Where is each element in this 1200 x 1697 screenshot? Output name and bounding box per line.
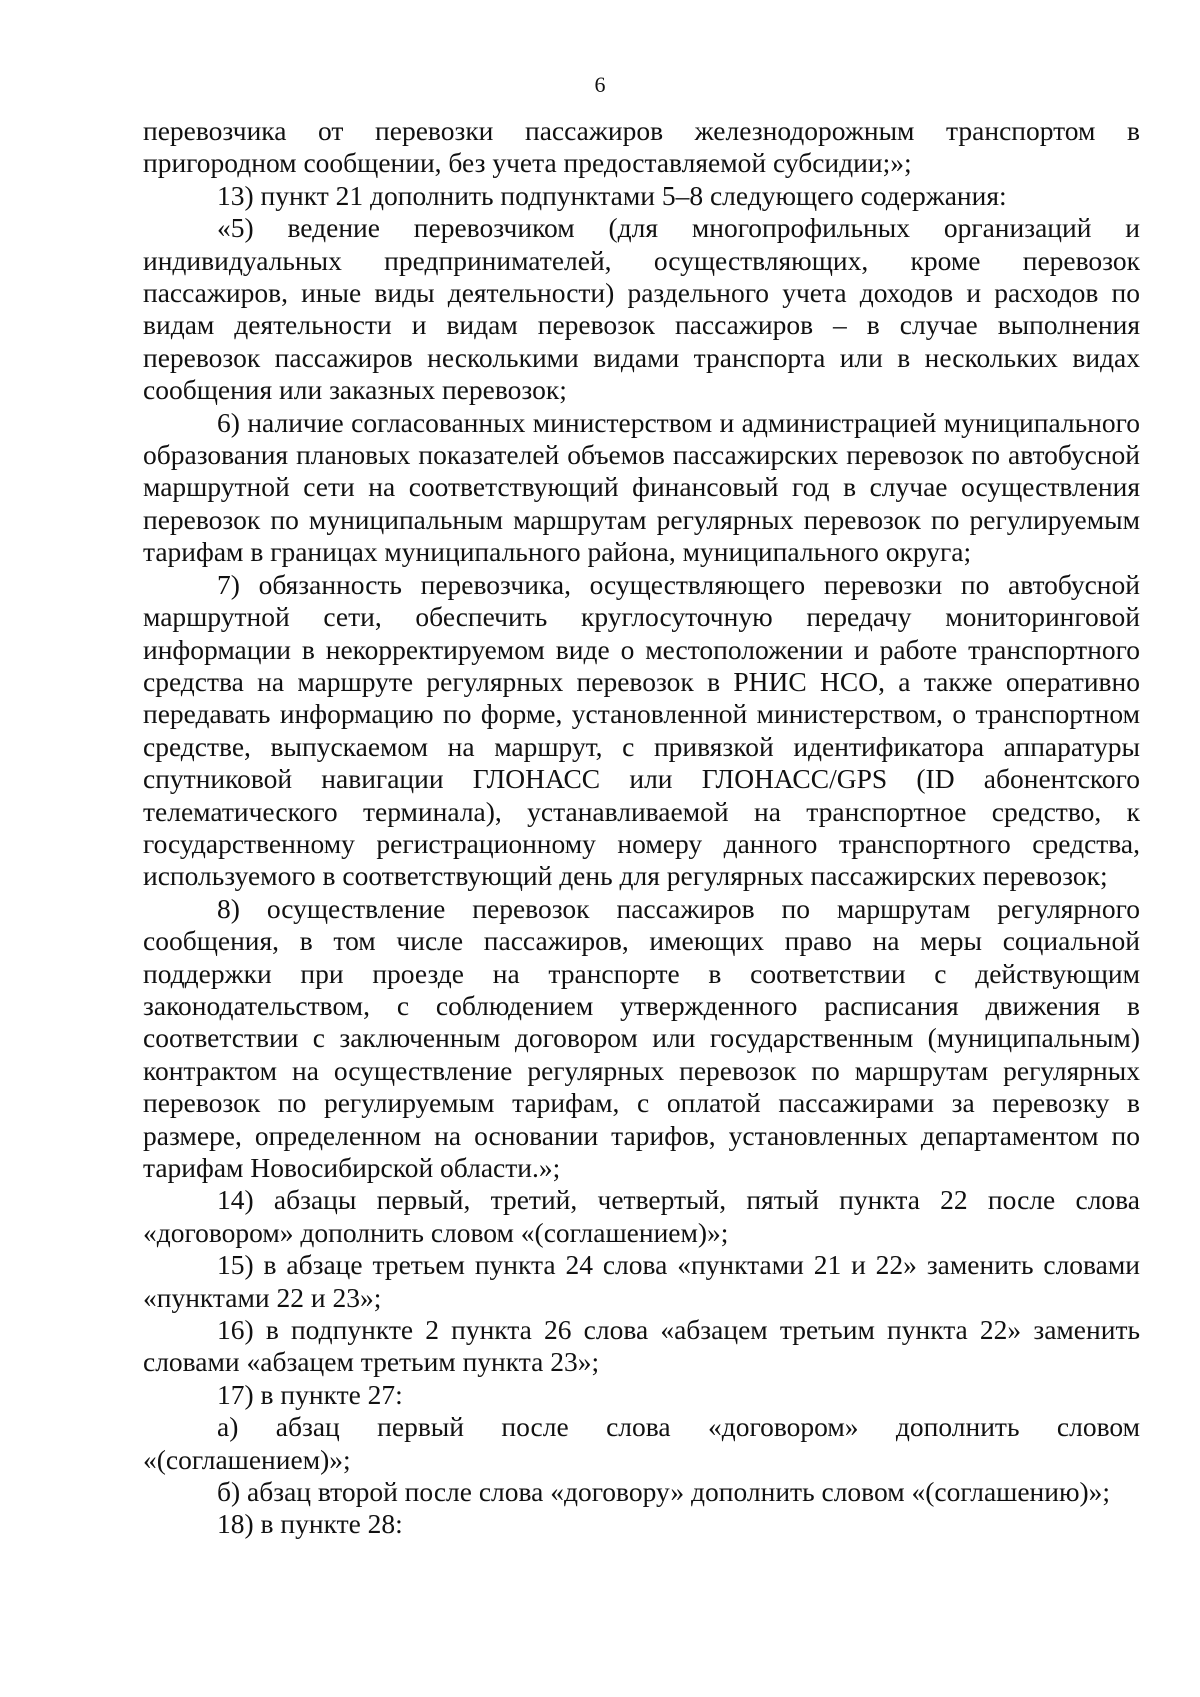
paragraph: 7) обязанность перевозчика, осуществляющего перевозки по автобусной маршрутной сети, обеспечить круглосуточную передачу мониторинговой информации в некорректируемом виде о местоположении и работе транспортного средства на маршруте регулярных перевозок в РНИС НСО, а также оперативно передавать информацию по форме, установленной министерством, о транспортном средстве, выпускаемом на маршрут, с привязкой идентификатора аппаратуры спутниковой навигации ГЛОНАСС или ГЛОНАСС/GPS (ID абонентского телематического терминала), устанавливаемой на транспортное средство, к государственному регистрационному номеру данного транспортного средства, используемого в соответствующий день для регулярных пассажирских перевозок;	[143, 568, 1140, 892]
paragraph: «5) ведение перевозчиком (для многопрофильных организаций и индивидуальных предпринимателей, осуществляющих, кроме перевозок пассажиров, иные виды деятельности) раздельного учета доходов и расходов по видам деятельности и видам перевозок пассажиров – в случае выполнения перевозок пассажиров несколькими видами транспорта или в нескольких видах сообщения или заказных перевозок;	[143, 212, 1140, 406]
paragraph: б) абзац второй после слова «договору» дополнить словом «(соглашению)»;	[217, 1476, 1111, 1508]
paragraph: 14) абзацы первый, третий, четвертый, пятый пункта 22 после слова «договором» дополнить словом «(соглашением)»;	[143, 1184, 1140, 1248]
paragraph: 13) пункт 21 дополнить подпунктами 5–8 следующего содержания:	[217, 179, 1007, 211]
paragraph: перевозчика от перевозки пассажиров железнодорожным транспортом в пригородном сообщении, без учета предоставляемой субсидии;»;	[143, 115, 1140, 179]
paragraph: 16) в подпункте 2 пункта 26 слова «абзацем третьим пункта 22» заменить словами «абзацем третьим пункта 23»;	[143, 1314, 1140, 1378]
paragraph: 6) наличие согласованных министерством и администрацией муниципального образования плановых показателей объемов пассажирских перевозок по автобусной маршрутной сети на соответствующий финансовый год в случае осуществления перевозок по муниципальным маршрутам регулярных перевозок по регулируемым тарифам в границах муниципального района, муниципального округа;	[143, 406, 1140, 568]
paragraph: 15) в абзаце третьем пункта 24 слова «пунктами 21 и 22» заменить словами «пунктами 22 и 23»;	[143, 1249, 1140, 1313]
paragraph: а) абзац первый после слова «договором» дополнить словом «(соглашением)»;	[143, 1411, 1140, 1475]
document-body	[143, 115, 1140, 1541]
paragraph: 17) в пункте 27:	[217, 1378, 403, 1410]
paragraph: 18) в пункте 28:	[217, 1508, 403, 1540]
paragraph: 8) осуществление перевозок пассажиров по маршрутам регулярного сообщения, в том числе пассажиров, имеющих право на меры социальной поддержки при проезде на транспорте в соответствии с действующим законодательством, с соблюдением утвержденного расписания движения в соответствии с заключенным договором или государственным (муниципальным) контрактом на осуществление регулярных перевозок по маршрутам регулярных перевозок по регулируемым тарифам, с оплатой пассажирами за перевозку в размере, определенном на основании тарифов, установленных департаментом по тарифам Новосибирской области.»;	[143, 892, 1140, 1183]
page-number: 6	[594, 72, 606, 97]
